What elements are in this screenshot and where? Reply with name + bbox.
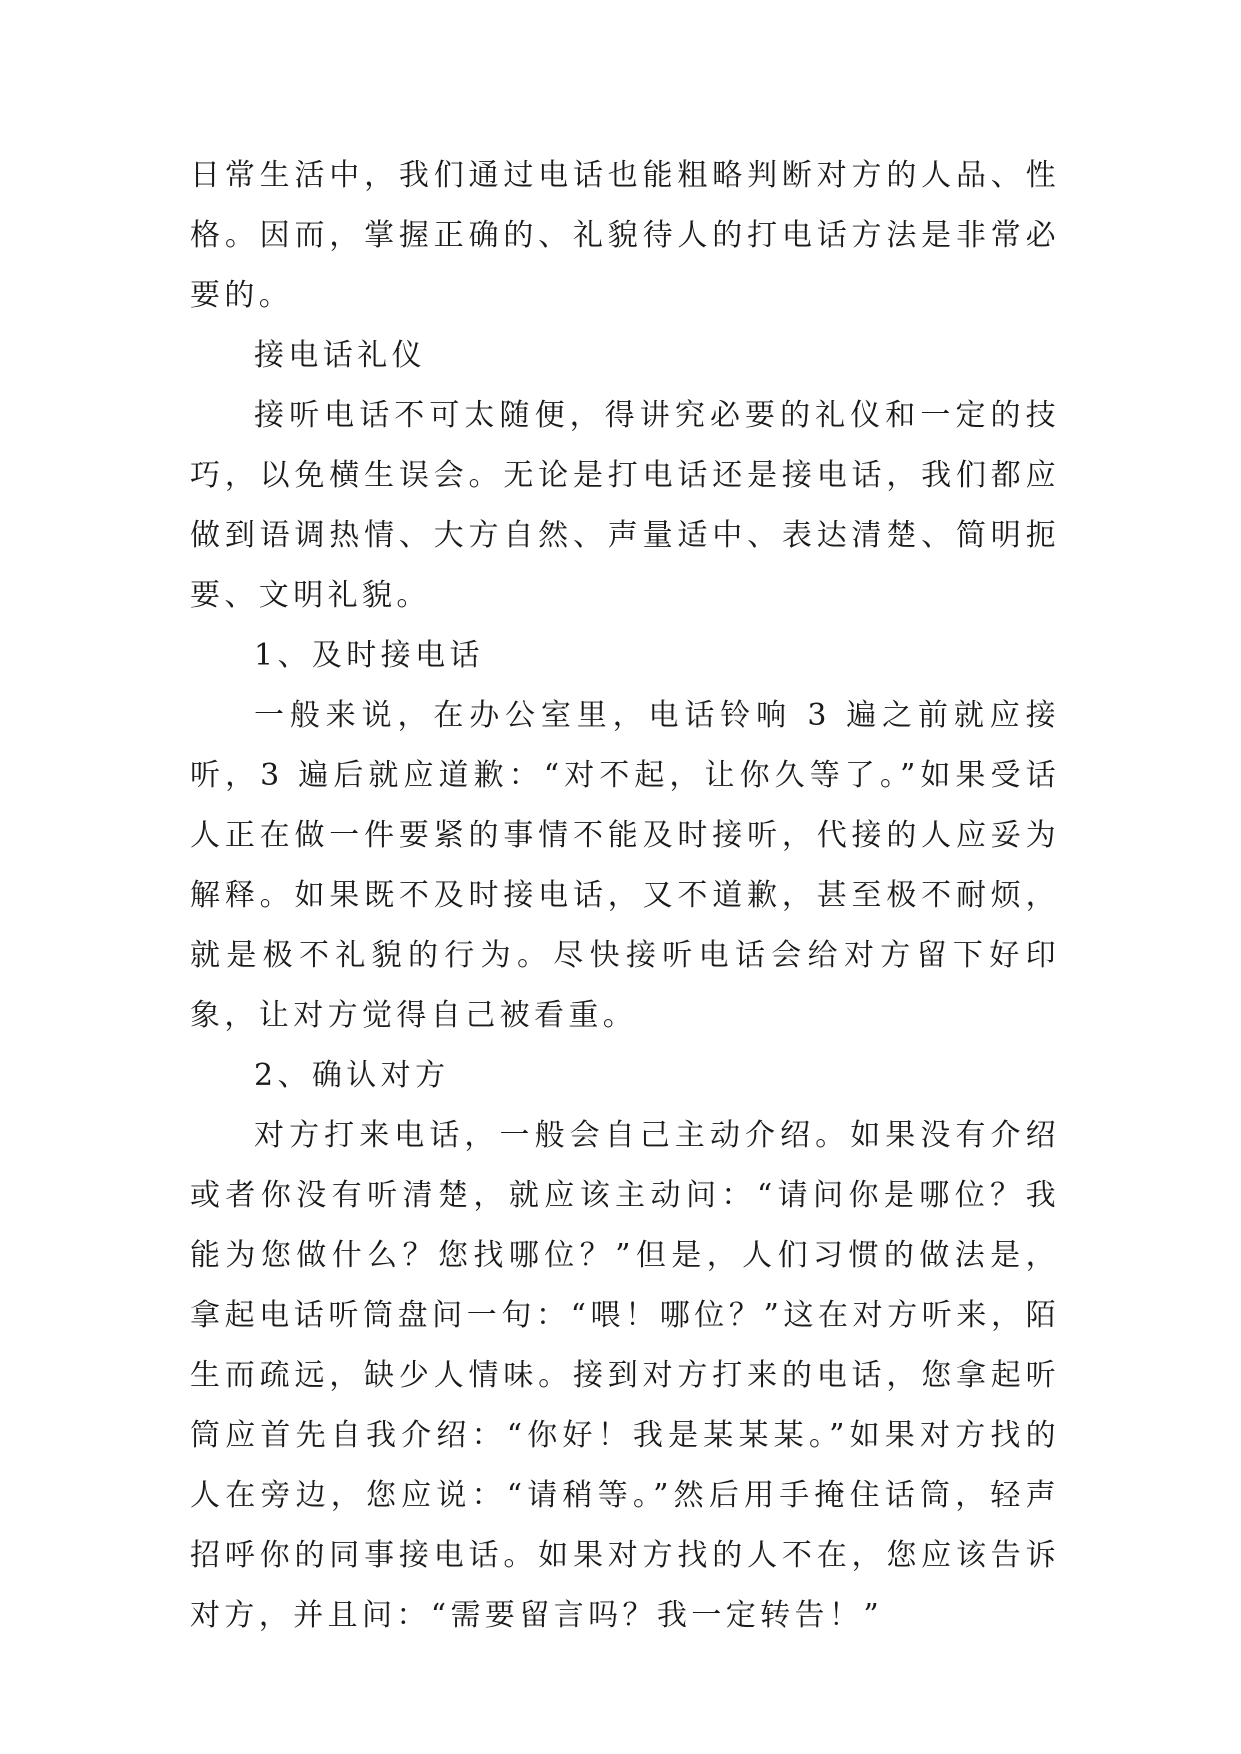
answer-promptly-paragraph: 一般来说，在办公室里，电话铃响 3 遍之前就应接听，3 遍后就应道歉：“对不起，让你久等了。”如果受话人正在做一件要紧的事情不能及时接听，代接的人应妥为解释。如果既不及时接电话，又不道歉，甚至极不耐烦，就是极不礼貌的行为。尽快接听电话会给对方留下好印象，让对方觉得自己被看重。 xyxy=(190,698,1060,1033)
intro-paragraph: 日常生活中，我们通过电话也能粗略判断对方的人品、性格。因而，掌握正确的、礼貌待人的打电话方法是非常必要的。 xyxy=(190,158,1060,313)
section-heading-phone-etiquette: 接电话礼仪 xyxy=(254,338,426,373)
document-page xyxy=(190,146,1060,1646)
subheading-confirm-caller: 2、确认对方 xyxy=(254,1058,450,1093)
subheading-answer-promptly: 1、及时接电话 xyxy=(254,638,484,673)
confirm-caller-paragraph: 对方打来电话，一般会自己主动介绍。如果没有介绍或者你没有听清楚，就应该主动问：“请问你是哪位？我能为您做什么？您找哪位？”但是，人们习惯的做法是，拿起电话听筒盘问一句：“喂！哪位？”这在对方听来，陌生而疏远，缺少人情味。接到对方打来的电话，您拿起听筒应首先自我介绍：“你好！我是某某某。”如果对方找的人在旁边，您应说：“请稍等。”然后用手掩住话筒，轻声招呼你的同事接电话。如果对方找的人不在，您应该告诉对方，并且问：“需要留言吗？我一定转告！” xyxy=(190,1118,1060,1633)
etiquette-paragraph: 接听电话不可太随便，得讲究必要的礼仪和一定的技巧，以免横生误会。无论是打电话还是接电话，我们都应做到语调热情、大方自然、声量适中、表达清楚、简明扼要、文明礼貌。 xyxy=(190,398,1060,613)
